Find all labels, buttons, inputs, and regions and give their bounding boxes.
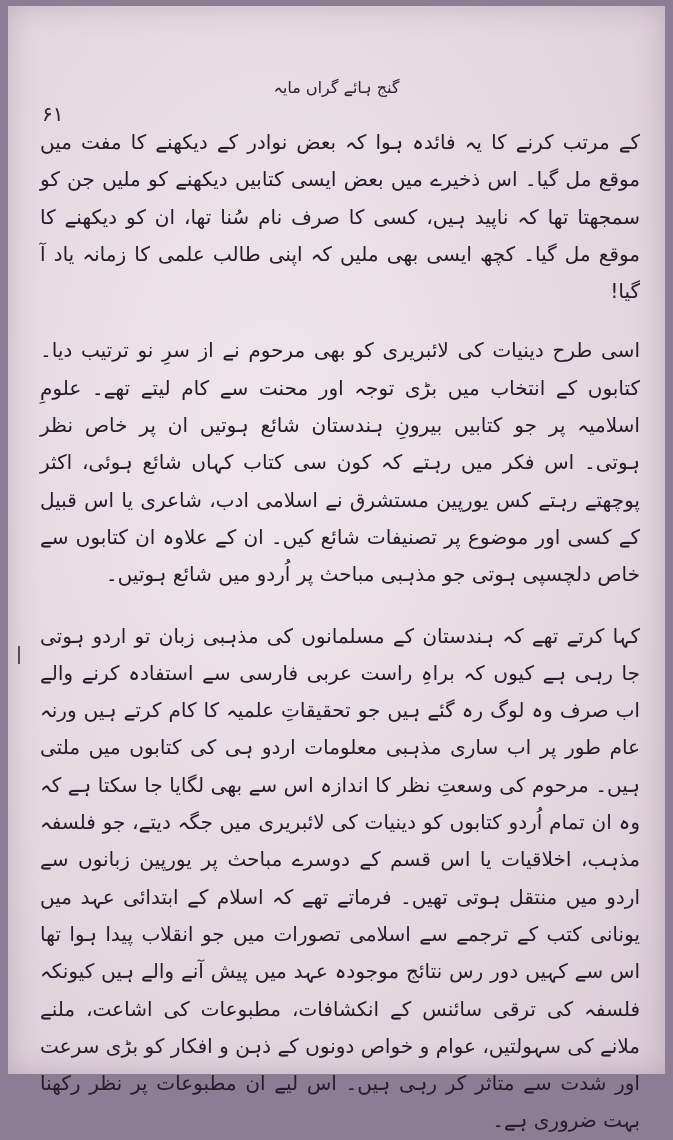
paragraph-1: کے مرتب کرنے کا یہ فائدہ ہوا کہ بعض نوادر کے دیکھنے کا مفت میں موقع مل گیا۔ اس ذخیرے میں بعض ایسی کتابیں دیکھنے کو ملیں جن کو سمجھتا تھا کہ ناپید ہیں، کسی کا صرف نام سُنا تھا، ان کو دیکھنے کا موقع مل گیا۔ کچھ ایسی بھی ملیں کہ اپنی طالب علمی کا زمانہ یاد آ گیا! <box>40 130 640 304</box>
page-number: ۶۱ <box>42 102 64 126</box>
book-page <box>8 6 665 1133</box>
paragraph-2: اسی طرح دینیات کی لائبریری کو بھی مرحوم نے از سرِ نو ترتیب دیا۔ کتابوں کے انتخاب میں بڑی توجہ اور محنت سے کام لیتے تھے۔ علومِ اسلامیہ پر جو کتابیں بیرونِ ہندستان شائع ہوتیں ان پر خاص نظر ہوتی۔ اس فکر میں رہتے کہ کون سی کتاب کہاں شائع ہوئی، اکثر پوچھتے رہتے کس یورپین مستشرق نے اسلامی ادب، شاعری یا اس قبیل کے کسی اور موضوع پر تصنیفات شائع کیں۔ ان کے علاوہ ان کتابوں سے خاص دلچسپی ہوتی جو مذہبی مباحث پر اُردو میں شائع ہوتیں۔ <box>40 338 640 587</box>
body-text <box>40 124 640 1140</box>
margin-mark <box>18 646 20 664</box>
running-title: گنج ہائے گراں مایہ <box>273 78 400 97</box>
paragraph-3: کہا کرتے تھے کہ ہندستان کے مسلمانوں کی مذہبی زبان تو اردو ہوتی جا رہی ہے کیوں کہ براہِ راست عربی فارسی سے استفادہ کرنے والے اب صرف وہ لوگ رہ گئے ہیں جو تحقیقاتِ علمیہ کا کام کرتے ہیں ورنہ عام طور پر اب ساری مذہبی معلومات اردو ہی کی کتابوں میں ملتی ہیں۔ مرحوم کی وسعتِ نظر کا اندازہ اس سے بھی لگایا جا سکتا ہے کہ وہ ان تمام اُردو کتابوں کو دینیات کی لائبریری میں جگہ دیتے، جو فلسفہ مذہب، اخلاقیات یا اس قسم کے دوسرے مباحث پر یورپین زبانوں سے اردو میں منتقل ہوتی تھیں۔ فرماتے تھے کہ اسلام کے ابتدائی عہد میں یونانی کتب کے ترجمے سے اسلامی تصورات میں جو انقلاب پیدا ہوا تھا اس سے کہیں دور رس نتائج موجودہ عہد میں پیش آنے والے ہیں کیونکہ فلسفہ کی ترقی سائنس کے انکشافات، مطبوعات کی اشاعت، ملنے ملانے کی سہولتیں، عوام و خواص دونوں کے ذہن و افکار کو بڑی سرعت اور شدت سے متاثر کر رہی ہیں۔ اس لیے ان مطبوعات پر نظر رکھنا بہت ضروری ہے۔ <box>40 623 640 1133</box>
